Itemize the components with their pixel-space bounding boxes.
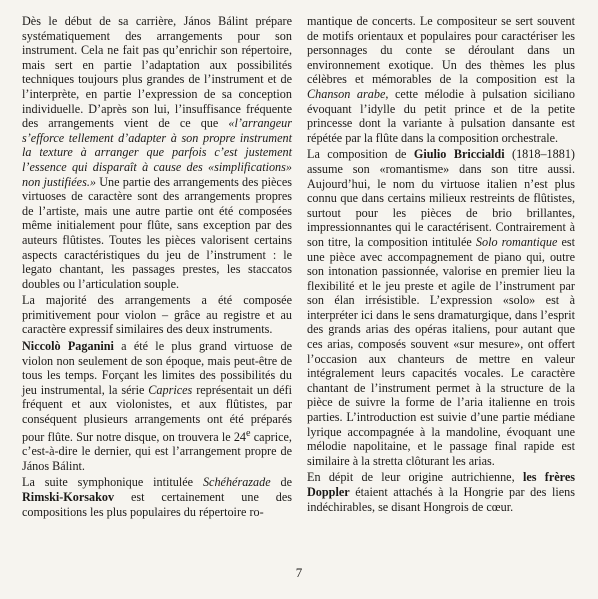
text-run: La composition de — [307, 147, 414, 162]
bold-name: les frères Doppler — [307, 470, 575, 499]
text-run: La majorité des arrangements a été composée primitivement pour violon – grâce au registre et au caractère expressif similaires des deux instruments. — [22, 293, 292, 337]
text-run: Dès le début de sa carrière, János Bálint prépare systématiquement des arrangements pour son instrument. Cela ne fait pas qu’enrichir son répertoire, mais sert en partie l’adaptation aux possibilités techniques toujours plus grandes de l’instrument et de l’interprète, en partie l’expression de sa conception individuelle. D’après son lui, l’insuffisance fréquente des arrangements vient de ce que — [22, 14, 292, 131]
italic-text: Chanson arabe, — [307, 86, 389, 101]
text-run: a été le plus grand virtuose de violon non seulement de son époque, mais peut-être de tous les temps. Forçant les limites des possibilités du jeu instrumental, la série — [22, 339, 292, 397]
superscript: e — [246, 427, 251, 439]
text-run: La suite symphonique intitulée — [22, 475, 203, 490]
italic-text: Solo romantique — [475, 234, 558, 249]
page-number: 7 — [295, 565, 303, 580]
text-run: est certainement une des compositions les plus populaires du répertoire ro- — [22, 490, 292, 519]
text-run: cette mélodie à pulsation siciliano évoquant l’idylle du petit prince et de la petite princesse dont la variante à pulsation dansante est répétée par la flûte dans la composition orchestrale. — [307, 86, 575, 145]
text-run: En dépit de leur origine autrichienne, — [307, 470, 523, 485]
bold-name: Rimski-Korsakov — [22, 490, 115, 505]
paragraph — [22, 339, 292, 473]
text-run: est une pièce avec accompagnement de piano qui, outre son intonation passionnée, valorise en premier lieu la flexibilité et le jeu preste et agile de l’instrument par son élan irrésistible. L’expression «solo» est à interpréter ici dans le sens dramaturgique, dans l’esprit des grands arias des opéras italiens, pour autant que ces arias, composés souvent «sur mesure», ont offert l’occasion aux chanteurs de mettre en valeur intégralement leurs capacités vocales. Le caractère chantant de l’instrument permet à la structure de la pièce de suivre la forme de l’aria italienne en trois parties. L’introduction est suivie d’une partie médiane lyrique accompagnée à la mandoline, évoquant une mélodie napolitaine, et le passage final rapide est similaire à la stretta clôturant les arias. — [307, 234, 575, 468]
left-column — [22, 14, 292, 519]
paragraph — [307, 470, 575, 514]
paragraph — [22, 293, 292, 337]
paragraph — [307, 14, 575, 145]
text-run: représentait un défi fréquent et aux violonistes, et aux flûtistes, par conséquent plusieurs arrangements ont été préparés pour flûte. Sur notre disque, on trouvera le 24 — [22, 382, 292, 444]
text-run: étaient attachés à la Hongrie par des liens indéchirables, se disant Hongrois de cœur. — [307, 485, 575, 514]
italic-text: «l’arrangeur s’efforce tellement d’adapter à son propre instrument la texture à arranger que parfois c’est justement l’essence qui disparaît à cause des «simplifications» non justifiées.» — [22, 116, 292, 189]
text-run: caprice, c’est-à-dire le dernier, qui est l’arrangement propre de János Bálint. — [22, 429, 292, 473]
paragraph — [22, 14, 292, 291]
right-column — [307, 14, 575, 514]
italic-text: Schéhérazade — [202, 475, 271, 490]
text-run: de — [270, 475, 292, 490]
italic-text: Caprices — [148, 382, 193, 397]
paragraph — [307, 147, 575, 468]
text-run: mantique de concerts. Le compositeur se sert souvent de motifs orientaux et populaires pour caractériser les personnages du conte se déroulant dans un environnement exotique. Un des thèmes les plus célèbres et mémorables de la composition est la — [307, 14, 575, 87]
bold-name: Niccolò Paganini — [22, 339, 114, 354]
bold-name: Giulio Briccialdi — [413, 147, 505, 162]
text-run: (1818–1881) assume son «romantisme» dans son titre aussi. Aujourd’hui, le nom du virtuose italien n’est plus connu que dans certains milieux restreints de flûtistes, surtout pour les pièces de brio brillantes, impressionnantes qui le caractérisent. Contrairement à son titre, la composition intitulée — [307, 147, 575, 249]
text-run: Une partie des arrangements des pièces virtuoses de caractère sont des arrangements propres de l’artiste, mais une autre partie ont été composées même initialement pour flûte, sans exception par des auteurs flûtistes. Toutes les pièces valorisent certains aspects caractéristiques du jeu de l’instrument : le legato chantant, les passages prestes, les staccatos doubles ou l’articulation souple. — [22, 174, 292, 291]
paragraph — [22, 475, 292, 519]
